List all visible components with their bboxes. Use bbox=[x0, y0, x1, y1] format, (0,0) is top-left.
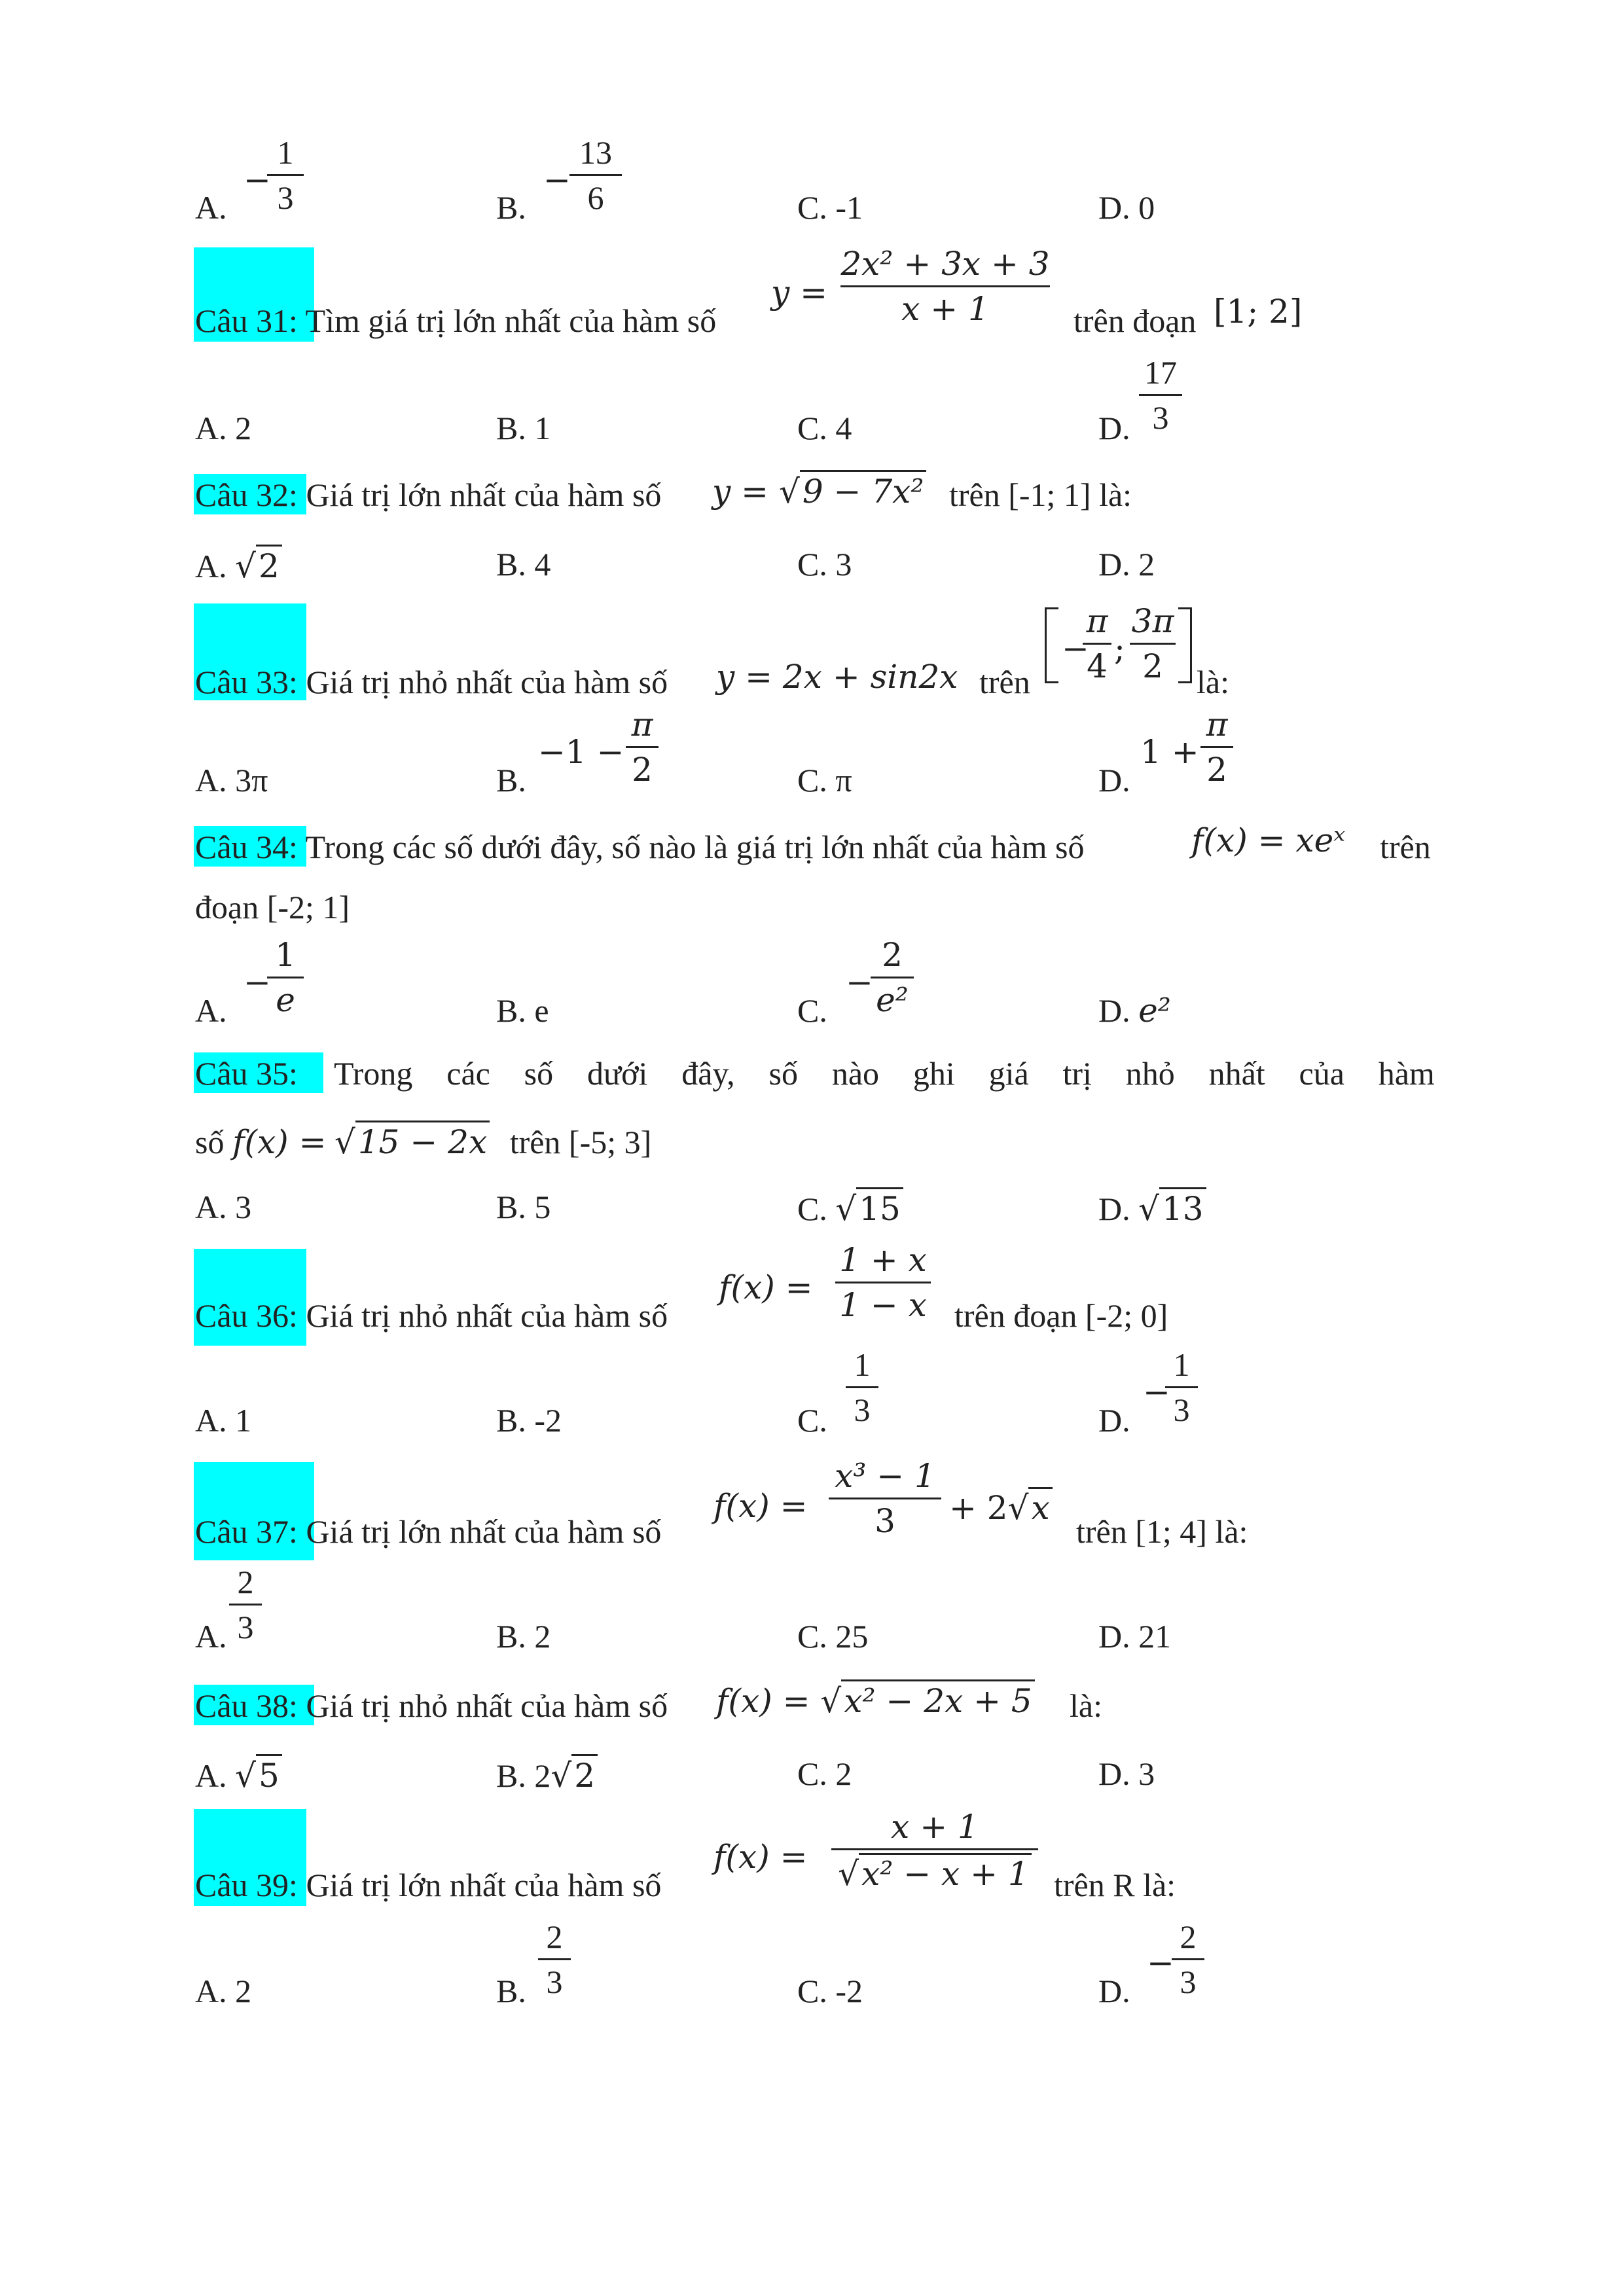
q31-option-b: B. 1 bbox=[496, 410, 551, 446]
q39-label: Câu 39: bbox=[195, 1867, 298, 1903]
q36-option-a: A. 1 bbox=[195, 1402, 252, 1439]
q35-line2 bbox=[195, 1121, 651, 1162]
q37-fraction bbox=[829, 1457, 941, 1540]
q35-c-sqrt: √15 bbox=[835, 1187, 903, 1229]
q35-option-a: A. 3 bbox=[195, 1189, 252, 1225]
q39-den bbox=[831, 1853, 1038, 1893]
q34-d-value: e² bbox=[1138, 992, 1171, 1030]
q35-word: nào bbox=[831, 1055, 880, 1092]
q32-func bbox=[712, 470, 926, 511]
q34-text: Trong các số dưới đây, số nào là giá trị lớn nhất của hàm số bbox=[297, 829, 1085, 865]
q32-a-label: A. bbox=[195, 548, 227, 584]
q36-label: Câu 36: bbox=[195, 1297, 298, 1334]
q34-line2: đoạn [-2; 1] bbox=[195, 889, 350, 925]
q39-d-den: 3 bbox=[1180, 1964, 1197, 2000]
q31-option-d-fraction bbox=[1139, 353, 1182, 437]
q36-den: 1 − x bbox=[839, 1286, 927, 1324]
q32-stem bbox=[195, 475, 661, 514]
q35-word: ghi bbox=[912, 1055, 955, 1092]
q35-radicand: 15 − 2x bbox=[355, 1121, 490, 1162]
q39-b-den: 3 bbox=[546, 1964, 563, 2000]
q37-text: Giá trị lớn nhất của hàm số bbox=[297, 1513, 662, 1550]
q30-option-d: D. 0 bbox=[1098, 189, 1155, 226]
q30-option-a-label: A. bbox=[195, 189, 227, 226]
q34-d-label: D. bbox=[1098, 992, 1130, 1029]
q39-b-num: 2 bbox=[546, 1918, 563, 1955]
q33-int-frac1 bbox=[1083, 602, 1111, 685]
q31-d-den: 3 bbox=[1152, 399, 1169, 436]
q32-label: Câu 32: bbox=[195, 476, 298, 513]
q30-option-b-label: B. bbox=[496, 189, 526, 226]
q36-text: Giá trị nhỏ nhất của hàm số bbox=[297, 1297, 668, 1334]
q33-int-n2: 3π bbox=[1131, 602, 1174, 640]
q33-right-bracket bbox=[1178, 607, 1192, 683]
q33-func: y = 2x + sin2x bbox=[716, 658, 958, 696]
q37-stem bbox=[195, 1512, 661, 1551]
q35-word: hàm bbox=[1378, 1055, 1435, 1092]
q37-plus-term bbox=[949, 1487, 1053, 1527]
q33-int-n1: π bbox=[1086, 602, 1108, 640]
q33-end: là: bbox=[1197, 664, 1229, 700]
q37-lhs: f(x) = bbox=[713, 1487, 808, 1525]
q31-lhs: y = bbox=[771, 274, 828, 312]
q36-option-c-fraction bbox=[846, 1346, 878, 1429]
q37-radicand: x bbox=[1028, 1487, 1052, 1527]
q32-option-b: B. 4 bbox=[496, 546, 551, 583]
q34-option-c-sign: − bbox=[846, 963, 873, 1001]
q31-stem bbox=[195, 301, 716, 340]
q33-option-b-pre: −1 − bbox=[538, 733, 624, 771]
q32-option-c: C. 3 bbox=[797, 546, 852, 583]
q34-c-den: e² bbox=[876, 981, 909, 1019]
q33-option-d-fraction bbox=[1200, 706, 1233, 789]
q33-option-c: C. π bbox=[797, 762, 852, 798]
q35-word: trị bbox=[1062, 1055, 1092, 1092]
q36-option-b: B. -2 bbox=[496, 1402, 562, 1439]
q33-left-bracket bbox=[1045, 607, 1058, 683]
q35-after: trên [-5; 3] bbox=[509, 1124, 652, 1160]
q36-c-num: 1 bbox=[854, 1346, 871, 1383]
q38-b-sqrt: √2 bbox=[550, 1754, 598, 1795]
q35-option-d bbox=[1098, 1187, 1206, 1229]
q35-word: nhỏ bbox=[1125, 1055, 1175, 1092]
q30-option-b-fraction bbox=[569, 134, 622, 217]
q30-a-num: 1 bbox=[277, 134, 294, 171]
q35-word: các bbox=[446, 1055, 490, 1092]
q38-radicand: x² − 2x + 5 bbox=[841, 1679, 1034, 1721]
q34-option-a-sign: − bbox=[244, 963, 271, 1001]
q38-label: Câu 38: bbox=[195, 1687, 298, 1724]
q39-option-d-sign: − bbox=[1147, 1944, 1174, 1982]
q30-option-b-sign: − bbox=[543, 161, 571, 199]
q34-label: Câu 34: bbox=[195, 829, 298, 865]
q33-stem bbox=[195, 662, 668, 702]
q36-d-num: 1 bbox=[1173, 1346, 1190, 1383]
q30-option-c: C. -1 bbox=[797, 189, 863, 226]
q38-func bbox=[716, 1679, 1035, 1721]
q39-num: x + 1 bbox=[891, 1808, 979, 1846]
q31-interval: [1; 2] bbox=[1214, 293, 1303, 331]
q35-stem-words bbox=[334, 1054, 1435, 1093]
q38-b-radicand: 2 bbox=[571, 1754, 598, 1795]
q38-option-b bbox=[496, 1754, 598, 1795]
q32-a-radicand: 2 bbox=[256, 545, 282, 586]
q33-int-frac2 bbox=[1130, 602, 1176, 685]
q37-a-den: 3 bbox=[237, 1609, 254, 1645]
q36-num: 1 + x bbox=[839, 1241, 927, 1279]
q30-a-den: 3 bbox=[277, 179, 294, 216]
q39-option-a: A. 2 bbox=[195, 1973, 252, 2009]
q34-option-d bbox=[1098, 991, 1171, 1030]
q39-text: Giá trị lớn nhất của hàm số bbox=[297, 1867, 662, 1903]
q37-sqrt: √x bbox=[1008, 1487, 1053, 1527]
q33-a-text: A. 3π bbox=[195, 762, 268, 798]
q38-option-c: C. 2 bbox=[797, 1755, 852, 1792]
q34-func: f(x) = xeˣ bbox=[1191, 821, 1345, 859]
q31-option-c: C. 4 bbox=[797, 410, 852, 446]
q35-func: f(x) = bbox=[232, 1123, 327, 1161]
q35-d-sqrt: √13 bbox=[1138, 1187, 1206, 1229]
q34-stem bbox=[195, 827, 1084, 867]
q32-after: trên [-1; 1] là: bbox=[949, 476, 1132, 513]
q33-label: Câu 33: bbox=[195, 664, 298, 700]
q31-num: 2x² + 3x + 3 bbox=[840, 245, 1050, 283]
q35-word: số bbox=[524, 1055, 554, 1092]
q33-d-num: π bbox=[1206, 706, 1228, 744]
q34-option-b: B. e bbox=[496, 992, 549, 1029]
q37-option-a-fraction bbox=[229, 1563, 262, 1646]
q32-text: Giá trị lớn nhất của hàm số bbox=[297, 476, 662, 513]
q35-word: giá bbox=[988, 1055, 1029, 1092]
q33-option-b-fraction bbox=[626, 706, 659, 789]
q39-stem bbox=[195, 1865, 661, 1905]
q39-after: trên R là: bbox=[1054, 1867, 1176, 1903]
q38-after: là: bbox=[1070, 1687, 1102, 1724]
q31-label: Câu 31: bbox=[195, 302, 298, 339]
q36-option-c-label: C. bbox=[797, 1402, 827, 1439]
q38-lhs: f(x) = bbox=[716, 1682, 810, 1720]
q32-lhs: y = bbox=[712, 473, 769, 511]
q35-d-radicand: 13 bbox=[1159, 1187, 1206, 1229]
q35-word: của bbox=[1299, 1055, 1344, 1092]
q34-after: trên bbox=[1380, 829, 1431, 865]
q35-label: Câu 35: bbox=[195, 1055, 298, 1092]
q36-c-den: 3 bbox=[854, 1391, 871, 1428]
q38-a-label: A. bbox=[195, 1757, 227, 1794]
q38-a-sqrt: √5 bbox=[235, 1754, 282, 1795]
q38-stem bbox=[195, 1686, 668, 1725]
q35-word: đây, bbox=[681, 1055, 735, 1092]
q35-word: nhất bbox=[1208, 1055, 1265, 1092]
q33-option-a bbox=[195, 761, 268, 800]
q30-b-num: 13 bbox=[579, 134, 612, 171]
q34-a-num: 1 bbox=[275, 936, 296, 974]
q36-option-d-label: D. bbox=[1098, 1402, 1130, 1439]
q35-d-label: D. bbox=[1098, 1191, 1130, 1227]
q37-option-a-label: A. bbox=[195, 1618, 227, 1655]
q36-lhs: f(x) = bbox=[719, 1268, 813, 1306]
q38-option-d: D. 3 bbox=[1098, 1755, 1155, 1792]
q31-den: x + 1 bbox=[901, 290, 989, 328]
q37-den: 3 bbox=[875, 1502, 895, 1540]
q32-a-sqrt: √2 bbox=[235, 545, 282, 586]
q33-after: trên bbox=[979, 664, 1030, 700]
q37-label: Câu 37: bbox=[195, 1513, 298, 1550]
q35-option-c bbox=[797, 1187, 903, 1229]
q37-num: x³ − 1 bbox=[835, 1457, 935, 1495]
q39-option-d-label: D. bbox=[1098, 1973, 1130, 2009]
q37-option-d: D. 21 bbox=[1098, 1618, 1172, 1655]
q33-text: Giá trị nhỏ nhất của hàm số bbox=[297, 664, 668, 700]
q33-option-d-pre: 1 + bbox=[1140, 733, 1199, 771]
q39-d-num: 2 bbox=[1180, 1918, 1197, 1955]
q38-text: Giá trị nhỏ nhất của hàm số bbox=[297, 1687, 668, 1724]
q36-stem bbox=[195, 1296, 668, 1335]
q37-a-num: 2 bbox=[237, 1564, 254, 1600]
q33-b-num: π bbox=[631, 706, 653, 744]
q33-d-den: 2 bbox=[1206, 751, 1227, 789]
q39-option-b-label: B. bbox=[496, 1973, 526, 2009]
q32-radicand: 9 − 7x² bbox=[800, 470, 927, 511]
q35-option-b: B. 5 bbox=[496, 1189, 551, 1225]
q35-c-label: C. bbox=[797, 1191, 827, 1227]
q33-int-sep: ; bbox=[1114, 630, 1125, 668]
q39-den-sqrt: √x² − x + 1 bbox=[838, 1853, 1032, 1893]
q35-line2-pre: số bbox=[195, 1124, 225, 1160]
q31-fraction bbox=[840, 245, 1050, 328]
q37-plus: + 2 bbox=[949, 1489, 1008, 1527]
q39-lhs: f(x) = bbox=[713, 1838, 808, 1876]
q36-after: trên đoạn [-2; 0] bbox=[954, 1297, 1168, 1334]
q38-option-a bbox=[195, 1754, 282, 1795]
q34-option-a-label: A. bbox=[195, 992, 227, 1029]
q32-option-a bbox=[195, 545, 282, 586]
q38-a-radicand: 5 bbox=[256, 1754, 282, 1795]
q37-after: trên [1; 4] là: bbox=[1076, 1513, 1248, 1550]
q39-option-c: C. -2 bbox=[797, 1973, 863, 2009]
q38-b-pre: 2 bbox=[534, 1757, 551, 1794]
q34-option-c-label: C. bbox=[797, 992, 827, 1029]
q34-option-a-fraction bbox=[267, 936, 304, 1019]
q37-option-b: B. 2 bbox=[496, 1618, 551, 1655]
q35-c-radicand: 15 bbox=[856, 1187, 903, 1229]
q36-d-den: 3 bbox=[1173, 1391, 1190, 1428]
q35-word: số bbox=[768, 1055, 798, 1092]
q33-int-d1: 4 bbox=[1087, 647, 1108, 685]
q39-option-b-fraction bbox=[538, 1918, 571, 2001]
q35-word: dưới bbox=[586, 1055, 648, 1092]
q39-fraction bbox=[831, 1808, 1038, 1893]
q30-option-a-fraction bbox=[267, 134, 304, 217]
q33-option-d-label: D. bbox=[1098, 762, 1130, 798]
q31-d-num: 17 bbox=[1144, 354, 1177, 391]
q33-int-sign: − bbox=[1062, 630, 1089, 668]
q34-a-den: e bbox=[276, 981, 295, 1019]
q32-sqrt: √9 − 7x² bbox=[779, 470, 926, 511]
q32-option-d: D. 2 bbox=[1098, 546, 1155, 583]
q31-option-a: A. 2 bbox=[195, 410, 252, 446]
q39-option-d-fraction bbox=[1172, 1918, 1204, 2001]
q36-fraction bbox=[835, 1241, 931, 1324]
q33-int-d2: 2 bbox=[1142, 647, 1163, 685]
q39-den-radicand: x² − x + 1 bbox=[859, 1853, 1032, 1893]
q31-after: trên đoạn bbox=[1074, 302, 1197, 339]
q31-text: Tìm giá trị lớn nhất của hàm số bbox=[297, 302, 717, 339]
q38-b-label: B. bbox=[496, 1757, 526, 1794]
q34-c-num: 2 bbox=[882, 936, 903, 974]
q33-b-den: 2 bbox=[632, 751, 653, 789]
q36-option-d-fraction bbox=[1165, 1346, 1198, 1429]
q38-sqrt: √x² − 2x + 5 bbox=[820, 1679, 1034, 1721]
q30-option-a-sign: − bbox=[244, 161, 271, 199]
q35-word: Trong bbox=[334, 1055, 413, 1092]
q31-option-d-label: D. bbox=[1098, 410, 1130, 446]
q33-option-b-label: B. bbox=[496, 762, 526, 798]
q37-option-c: C. 25 bbox=[797, 1618, 869, 1655]
q35-sqrt: √15 − 2x bbox=[334, 1121, 490, 1162]
q30-b-den: 6 bbox=[587, 179, 604, 216]
q34-option-c-fraction bbox=[871, 936, 914, 1019]
q36-option-d-sign: − bbox=[1143, 1373, 1170, 1411]
